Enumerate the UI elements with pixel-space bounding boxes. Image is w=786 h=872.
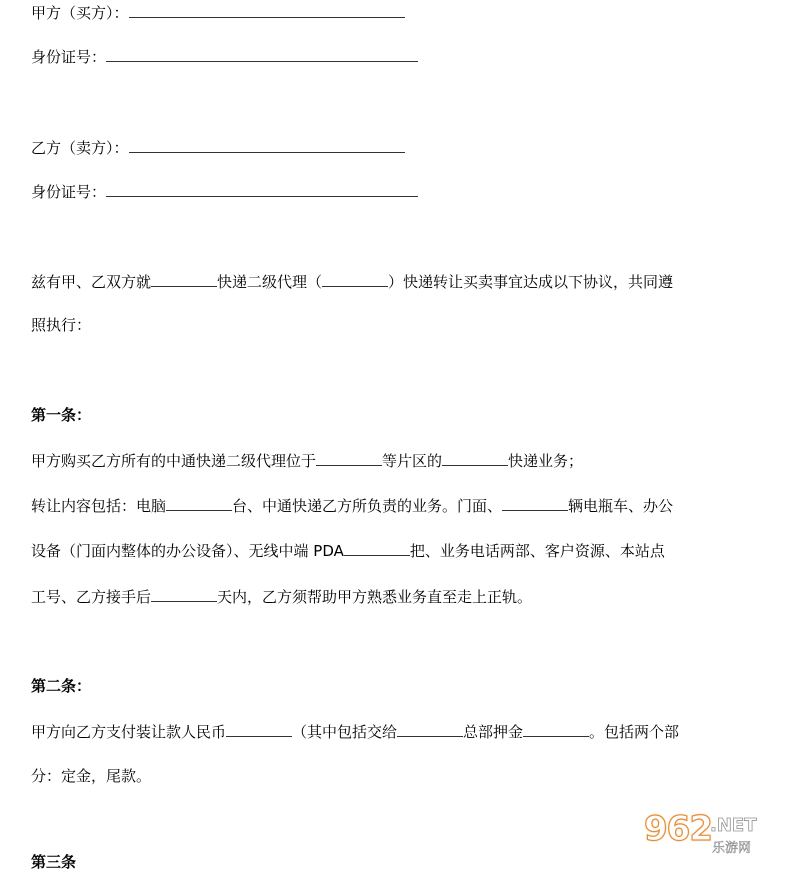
article-2-title: 第二条： bbox=[31, 677, 92, 695]
intro-text-2: 快递二级代理（ bbox=[217, 273, 323, 291]
article-1-para-1 bbox=[31, 450, 583, 470]
site-watermark-logo bbox=[644, 805, 780, 857]
watermark-domain: .NET bbox=[710, 815, 757, 836]
intro-text-3: ）快递转让买卖事宜达成以下协议，共同遵 bbox=[388, 273, 674, 291]
a2-blank-payee[interactable] bbox=[397, 721, 463, 737]
a2-text-4: 。包括两个部 bbox=[589, 723, 680, 741]
article-2-para-1-line-1 bbox=[31, 721, 679, 741]
article-1-para-2-line-2 bbox=[31, 540, 665, 560]
a1-blank-location[interactable] bbox=[316, 450, 382, 466]
article-1-title: 第一条： bbox=[31, 406, 92, 424]
a1-text-4: 转让内容包括：电脑 bbox=[31, 497, 167, 515]
a1-blank-computers[interactable] bbox=[166, 495, 232, 511]
a2-blank-amount[interactable] bbox=[226, 721, 292, 737]
party-b-id-line bbox=[31, 181, 418, 201]
intro-text-4: 照执行： bbox=[31, 316, 92, 334]
a2-text-3: 总部押金 bbox=[463, 723, 524, 741]
article-2-para-1-line-2 bbox=[31, 766, 151, 786]
a1-blank-pda[interactable] bbox=[344, 540, 410, 556]
a2-text-1: 甲方向乙方支付装让款人民币 bbox=[31, 723, 227, 741]
a1-blank-area[interactable] bbox=[442, 450, 508, 466]
party-a-line bbox=[31, 2, 405, 22]
intro-blank-1[interactable] bbox=[151, 271, 217, 287]
party-a-blank[interactable] bbox=[129, 2, 405, 18]
article-3-title: 第三条 bbox=[31, 853, 77, 871]
intro-line-1 bbox=[31, 271, 673, 291]
party-b-label: 乙方（卖方）： bbox=[31, 139, 129, 157]
a1-text-6: 辆电瓶车、办公 bbox=[568, 497, 674, 515]
a2-text-5: 分：定金，尾款。 bbox=[31, 767, 152, 785]
a2-blank-deposit[interactable] bbox=[523, 721, 589, 737]
a1-blank-ebikes[interactable] bbox=[502, 495, 568, 511]
party-b-line bbox=[31, 137, 405, 157]
intro-blank-2[interactable] bbox=[322, 271, 388, 287]
a1-text-1: 甲方购买乙方所有的中通快递二级代理位于 bbox=[31, 452, 317, 470]
a1-text-5: 台、中通快递乙方所负责的业务。门面、 bbox=[232, 497, 503, 515]
a2-text-2: （其中包括交给 bbox=[292, 723, 398, 741]
party-b-id-label: 身份证号： bbox=[31, 183, 107, 201]
watermark-sub: 乐游网 bbox=[712, 841, 752, 856]
a1-text-3: 快递业务； bbox=[508, 452, 584, 470]
intro-text-1: 兹有甲、乙双方就 bbox=[31, 273, 152, 291]
party-b-id-blank[interactable] bbox=[106, 181, 418, 197]
watermark-number: 962 bbox=[644, 809, 712, 849]
a1-text-7: 设备（门面内整体的办公设备）、无线中端 PDA bbox=[31, 542, 344, 560]
a1-blank-days[interactable] bbox=[151, 586, 217, 602]
party-a-id-blank[interactable] bbox=[106, 46, 418, 62]
party-a-id-line bbox=[31, 46, 418, 66]
a1-text-8: 把、业务电话两部、客户资源、本站点 bbox=[409, 542, 665, 560]
a1-text-9: 工号、乙方接手后 bbox=[31, 588, 152, 606]
party-a-label: 甲方（买方）： bbox=[31, 4, 129, 22]
party-a-id-label: 身份证号： bbox=[31, 48, 107, 66]
party-b-blank[interactable] bbox=[129, 137, 405, 153]
article-1-para-2-line-3 bbox=[31, 586, 532, 606]
a1-text-2: 等片区的 bbox=[382, 452, 443, 470]
article-1-para-2-line-1 bbox=[31, 495, 673, 515]
a1-text-10: 天内，乙方须帮助甲方熟悉业务直至走上正轨。 bbox=[217, 588, 533, 606]
intro-line-2 bbox=[31, 315, 91, 335]
